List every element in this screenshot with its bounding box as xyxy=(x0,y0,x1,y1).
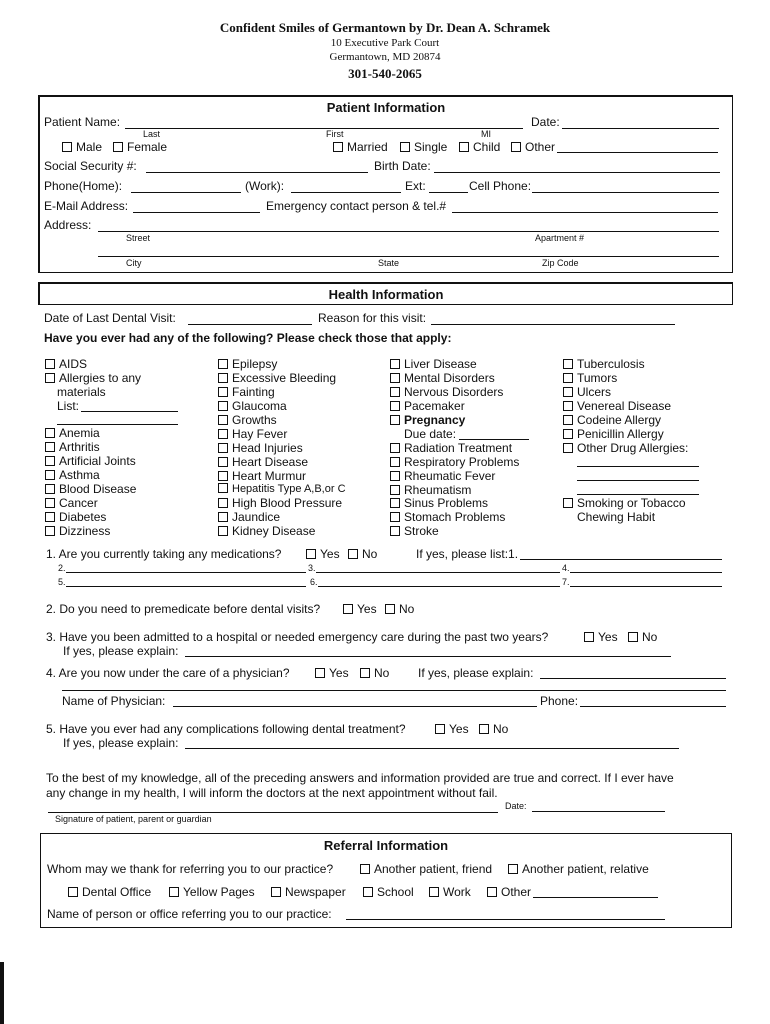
q4-yes[interactable]: Yes xyxy=(315,666,349,680)
condition-pregnancy[interactable]: Pregnancy xyxy=(390,413,465,427)
city-state-zip-field[interactable] xyxy=(98,256,719,257)
referral-other[interactable]: Other xyxy=(487,885,531,899)
emergency-label: Emergency contact person & tel.# xyxy=(266,199,447,213)
checkbox-icon xyxy=(169,887,179,897)
checkbox-icon xyxy=(218,373,228,383)
checkbox-icon xyxy=(390,401,400,411)
other-checkbox[interactable]: Other xyxy=(511,140,555,154)
med-num-2: 2. xyxy=(58,563,66,573)
referral-newspaper[interactable]: Newspaper xyxy=(271,885,346,899)
signature-date-label: Date: xyxy=(505,801,527,811)
referral-name-field[interactable] xyxy=(346,919,665,920)
last-visit-field[interactable] xyxy=(188,324,312,325)
referral-work[interactable]: Work xyxy=(429,885,471,899)
condition-rheumatism[interactable]: Rheumatism xyxy=(390,483,471,497)
referral-friend[interactable]: Another patient, friend xyxy=(360,862,492,876)
condition-ulcers[interactable]: Ulcers xyxy=(563,385,611,399)
ssn-field[interactable] xyxy=(146,172,368,173)
medication-1-field[interactable] xyxy=(520,559,722,560)
checkbox-icon xyxy=(563,401,573,411)
medication-2-field[interactable] xyxy=(66,572,306,573)
checkbox-icon xyxy=(45,512,55,522)
referral-other-field[interactable] xyxy=(533,897,658,898)
health-info-title: Health Information xyxy=(328,287,444,302)
physician-field[interactable] xyxy=(173,706,537,707)
condition-cancer[interactable]: Cancer xyxy=(45,496,98,510)
condition-venereal[interactable]: Venereal Disease xyxy=(563,399,671,413)
scan-edge-mark xyxy=(0,962,4,1024)
checkbox-icon xyxy=(479,724,489,734)
cell-phone-field[interactable] xyxy=(532,192,719,193)
practice-name: Confident Smiles of Germantown by Dr. Dean A. Schramek xyxy=(219,20,551,35)
checkbox-icon xyxy=(390,457,400,467)
checkbox-icon xyxy=(218,457,228,467)
checkbox-icon xyxy=(45,428,55,438)
checkbox-icon xyxy=(435,724,445,734)
reason-label: Reason for this visit: xyxy=(318,311,427,325)
checkbox-icon xyxy=(113,142,123,152)
checkbox-icon xyxy=(45,359,55,369)
checkbox-icon xyxy=(390,471,400,481)
checkbox-icon xyxy=(390,387,400,397)
checkbox-icon xyxy=(390,512,400,522)
checkbox-icon xyxy=(400,142,410,152)
q3-label: 3. Have you been admitted to a hospital or needed emergency care during the past two years? xyxy=(46,630,549,644)
condition-kidney-disease[interactable]: Kidney Disease xyxy=(218,524,315,538)
checkbox-icon xyxy=(315,668,325,678)
checkbox-icon xyxy=(390,498,400,508)
q3-no[interactable]: No xyxy=(628,630,657,644)
condition-anemia[interactable]: Anemia xyxy=(45,426,100,440)
ssn-label: Social Security #: xyxy=(44,159,137,173)
state-label: State xyxy=(378,258,400,268)
medication-3-field[interactable] xyxy=(316,572,560,573)
single-checkbox[interactable]: Single xyxy=(400,140,447,154)
allergies-list-field-2[interactable] xyxy=(57,424,178,425)
conditions-question: Have you ever had any of the following? Please check those that apply: xyxy=(44,331,452,345)
apartment-label: Apartment # xyxy=(535,233,585,243)
checkbox-icon xyxy=(563,387,573,397)
reason-field[interactable] xyxy=(431,324,675,325)
email-label: E-Mail Address: xyxy=(44,199,129,213)
q3-explain-field[interactable] xyxy=(185,656,671,657)
checkbox-icon xyxy=(343,604,353,614)
other-status-field[interactable] xyxy=(557,152,718,153)
cell-phone-label: Cell Phone: xyxy=(469,179,532,193)
condition-dizziness[interactable]: Dizziness xyxy=(45,524,110,538)
med-num-7: 7. xyxy=(562,577,570,587)
q1-label: 1. Are you currently taking any medications? xyxy=(46,547,282,561)
q1-no[interactable]: No xyxy=(348,547,377,561)
emergency-field[interactable] xyxy=(452,212,718,213)
referral-dental-office[interactable]: Dental Office xyxy=(68,885,151,899)
referral-name-label: Name of person or office referring you to our practice: xyxy=(47,907,332,921)
checkbox-icon xyxy=(628,632,638,642)
condition-fainting[interactable]: Fainting xyxy=(218,385,275,399)
last-label: Last xyxy=(143,129,161,139)
female-checkbox[interactable]: Female xyxy=(113,140,167,154)
checkbox-icon xyxy=(218,471,228,481)
address-label: Address: xyxy=(44,218,92,232)
checkbox-icon xyxy=(563,443,573,453)
q5-explain-field[interactable] xyxy=(185,748,679,749)
checkbox-icon xyxy=(390,373,400,383)
q4-no[interactable]: No xyxy=(360,666,389,680)
due-date-label: Due date: xyxy=(404,427,457,441)
checkbox-icon xyxy=(45,456,55,466)
checkbox-icon xyxy=(390,485,400,495)
first-label: First xyxy=(326,129,344,139)
checkbox-icon xyxy=(333,142,343,152)
checkbox-icon xyxy=(45,526,55,536)
date-label: Date: xyxy=(531,115,560,129)
patient-name-label: Patient Name: xyxy=(44,115,121,129)
email-field[interactable] xyxy=(133,212,260,213)
checkbox-icon xyxy=(360,668,370,678)
checkbox-icon xyxy=(45,373,55,383)
checkbox-icon xyxy=(563,359,573,369)
condition-codeine-allergy[interactable]: Codeine Allergy xyxy=(563,413,661,427)
condition-hay-fever[interactable]: Hay Fever xyxy=(218,427,287,441)
condition-glaucoma[interactable]: Glaucoma xyxy=(218,399,287,413)
q4-explain-label: If yes, please explain: xyxy=(418,666,534,680)
checkbox-icon xyxy=(45,442,55,452)
work-phone-field[interactable] xyxy=(291,192,401,193)
checkbox-icon xyxy=(218,401,228,411)
last-visit-label: Date of Last Dental Visit: xyxy=(44,311,176,325)
condition-excessive-bleeding[interactable]: Excessive Bleeding xyxy=(218,371,336,385)
checkbox-icon xyxy=(218,526,228,536)
checkbox-icon xyxy=(429,887,439,897)
condition-penicillin-allergy[interactable]: Penicillin Allergy xyxy=(563,427,664,441)
ext-field[interactable] xyxy=(429,192,468,193)
birth-date-label: Birth Date: xyxy=(374,159,431,173)
q3-yes[interactable]: Yes xyxy=(584,630,618,644)
checkbox-icon xyxy=(62,142,72,152)
condition-heart-disease[interactable]: Heart Disease xyxy=(218,455,308,469)
checkbox-icon xyxy=(218,498,228,508)
checkbox-icon xyxy=(390,526,400,536)
checkbox-icon xyxy=(563,415,573,425)
condition-other-drug-allergies[interactable]: Other Drug Allergies: xyxy=(563,441,688,455)
address-line-2: Germantown, MD 20874 xyxy=(329,51,441,63)
condition-radiation[interactable]: Radiation Treatment xyxy=(390,441,512,455)
condition-blood-disease[interactable]: Blood Disease xyxy=(45,482,136,496)
q1-list-label: If yes, please list:1. xyxy=(416,547,519,561)
condition-allergies[interactable]: Allergies to any xyxy=(45,371,141,385)
referral-school[interactable]: School xyxy=(363,885,414,899)
q2-label: 2. Do you need to premedicate before dental visits? xyxy=(46,602,321,616)
address-line-1: 10 Executive Park Court xyxy=(330,37,440,49)
condition-diabetes[interactable]: Diabetes xyxy=(45,510,106,524)
condition-smoking[interactable]: Smoking or Tobacco xyxy=(563,496,686,510)
checkbox-icon xyxy=(390,359,400,369)
chewing-habit-label: Chewing Habit xyxy=(577,510,656,524)
signature-field[interactable] xyxy=(48,812,498,813)
mi-label: MI xyxy=(481,129,491,139)
street-label: Street xyxy=(126,233,151,243)
signature-label: Signature of patient, parent or guardian xyxy=(55,814,212,824)
allergies-list-field[interactable] xyxy=(81,411,178,412)
condition-pacemaker[interactable]: Pacemaker xyxy=(390,399,465,413)
signature-date-field[interactable] xyxy=(532,811,665,812)
checkbox-icon xyxy=(563,429,573,439)
condition-liver-disease[interactable]: Liver Disease xyxy=(390,357,477,371)
q2-yes[interactable]: Yes xyxy=(343,602,377,616)
checkbox-icon xyxy=(390,415,400,425)
condition-heart-murmur[interactable]: Heart Murmur xyxy=(218,469,306,483)
condition-nervous-disorders[interactable]: Nervous Disorders xyxy=(390,385,503,399)
drug-allergies-field-2[interactable] xyxy=(577,480,699,481)
checkbox-icon xyxy=(390,443,400,453)
checkbox-icon xyxy=(218,512,228,522)
condition-mental-disorders[interactable]: Mental Disorders xyxy=(390,371,495,385)
street-field[interactable] xyxy=(98,231,719,232)
condition-respiratory[interactable]: Respiratory Problems xyxy=(390,455,519,469)
referral-question: Whom may we thank for referring you to our practice? xyxy=(47,862,334,876)
med-num-6: 6. xyxy=(310,577,318,587)
condition-artificial-joints[interactable]: Artificial Joints xyxy=(45,454,136,468)
condition-stomach[interactable]: Stomach Problems xyxy=(390,510,505,524)
q1-yes[interactable]: Yes xyxy=(306,547,340,561)
patient-info-title: Patient Information xyxy=(326,100,446,115)
checkbox-icon xyxy=(584,632,594,642)
condition-growths[interactable]: Growths xyxy=(218,413,277,427)
checkbox-icon xyxy=(218,387,228,397)
statement-line-2: any change in my health, I will inform the doctors at the next appointment without fail. xyxy=(46,786,498,800)
q4-explain-field-2[interactable] xyxy=(62,690,726,691)
condition-epilepsy[interactable]: Epilepsy xyxy=(218,357,277,371)
checkbox-icon xyxy=(508,864,518,874)
checkbox-icon xyxy=(348,549,358,559)
drug-allergies-field-1[interactable] xyxy=(577,466,699,467)
checkbox-icon xyxy=(385,604,395,614)
due-date-field[interactable] xyxy=(459,439,529,440)
practice-phone: 301-540-2065 xyxy=(348,66,422,81)
condition-rheumatic-fever[interactable]: Rheumatic Fever xyxy=(390,469,495,483)
medication-5-field[interactable] xyxy=(66,586,306,587)
referral-yellow-pages[interactable]: Yellow Pages xyxy=(169,885,255,899)
physician-label: Name of Physician: xyxy=(62,694,166,708)
referral-relative[interactable]: Another patient, relative xyxy=(508,862,649,876)
health-info-header xyxy=(38,282,733,305)
checkbox-icon xyxy=(511,142,521,152)
ext-label: Ext: xyxy=(405,179,426,193)
med-num-3: 3. xyxy=(308,563,316,573)
q4-explain-field[interactable] xyxy=(540,678,726,679)
checkbox-icon xyxy=(306,549,316,559)
q5-no[interactable]: No xyxy=(479,722,508,736)
condition-sinus[interactable]: Sinus Problems xyxy=(390,496,488,510)
condition-hepatitis[interactable]: Hepatitis Type A,B,or C xyxy=(218,483,346,495)
medication-6-field[interactable] xyxy=(318,586,560,587)
date-field[interactable] xyxy=(562,128,719,129)
medication-4-field[interactable] xyxy=(570,572,722,573)
medication-7-field[interactable] xyxy=(570,586,722,587)
checkbox-icon xyxy=(218,483,228,493)
q5-label: 5. Have you ever had any complications following dental treatment? xyxy=(46,722,406,736)
condition-tuberculosis[interactable]: Tuberculosis xyxy=(563,357,645,371)
home-phone-field[interactable] xyxy=(131,192,241,193)
drug-allergies-field-3[interactable] xyxy=(577,494,699,495)
q3-explain-label: If yes, please explain: xyxy=(63,644,179,658)
condition-asthma[interactable]: Asthma xyxy=(45,468,100,482)
checkbox-icon xyxy=(487,887,497,897)
city-label: City xyxy=(126,258,142,268)
checkbox-icon xyxy=(68,887,78,897)
condition-high-blood-pressure[interactable]: High Blood Pressure xyxy=(218,496,342,510)
q2-no[interactable]: No xyxy=(385,602,414,616)
child-checkbox[interactable]: Child xyxy=(459,140,500,154)
checkbox-icon xyxy=(218,359,228,369)
med-num-5: 5. xyxy=(58,577,66,587)
checkbox-icon xyxy=(563,498,573,508)
condition-jaundice[interactable]: Jaundice xyxy=(218,510,280,524)
checkbox-icon xyxy=(218,443,228,453)
checkbox-icon xyxy=(218,429,228,439)
married-checkbox[interactable]: Married xyxy=(333,140,388,154)
physician-phone-field[interactable] xyxy=(580,706,726,707)
q4-label: 4. Are you now under the care of a physician? xyxy=(46,666,290,680)
q5-yes[interactable]: Yes xyxy=(435,722,469,736)
q5-explain-label: If yes, please explain: xyxy=(63,736,179,750)
condition-head-injuries[interactable]: Head Injuries xyxy=(218,441,303,455)
condition-arthritis[interactable]: Arthritis xyxy=(45,440,100,454)
statement-line-1: To the best of my knowledge, all of the preceding answers and information provided are true and correct. If I ever have xyxy=(46,771,674,785)
allergies-materials-label: materials xyxy=(57,385,106,399)
condition-stroke[interactable]: Stroke xyxy=(390,524,439,538)
birth-date-field[interactable] xyxy=(434,172,720,173)
checkbox-icon xyxy=(563,373,573,383)
patient-name-field[interactable] xyxy=(125,128,523,129)
checkbox-icon xyxy=(363,887,373,897)
work-phone-label: (Work): xyxy=(245,179,285,193)
checkbox-icon xyxy=(360,864,370,874)
condition-tumors[interactable]: Tumors xyxy=(563,371,617,385)
checkbox-icon xyxy=(459,142,469,152)
zip-label: Zip Code xyxy=(542,258,579,268)
checkbox-icon xyxy=(271,887,281,897)
physician-phone-label: Phone: xyxy=(540,694,579,708)
patient-info-section xyxy=(38,95,733,273)
referral-title: Referral Information xyxy=(323,838,449,853)
home-phone-label: Phone(Home): xyxy=(44,179,123,193)
checkbox-icon xyxy=(45,484,55,494)
checkbox-icon xyxy=(45,470,55,480)
checkbox-icon xyxy=(218,415,228,425)
condition-aids[interactable]: AIDS xyxy=(45,357,87,371)
allergies-list-label: List: xyxy=(57,399,80,413)
med-num-4: 4. xyxy=(562,563,570,573)
checkbox-icon xyxy=(45,498,55,508)
male-checkbox[interactable]: Male xyxy=(62,140,102,154)
